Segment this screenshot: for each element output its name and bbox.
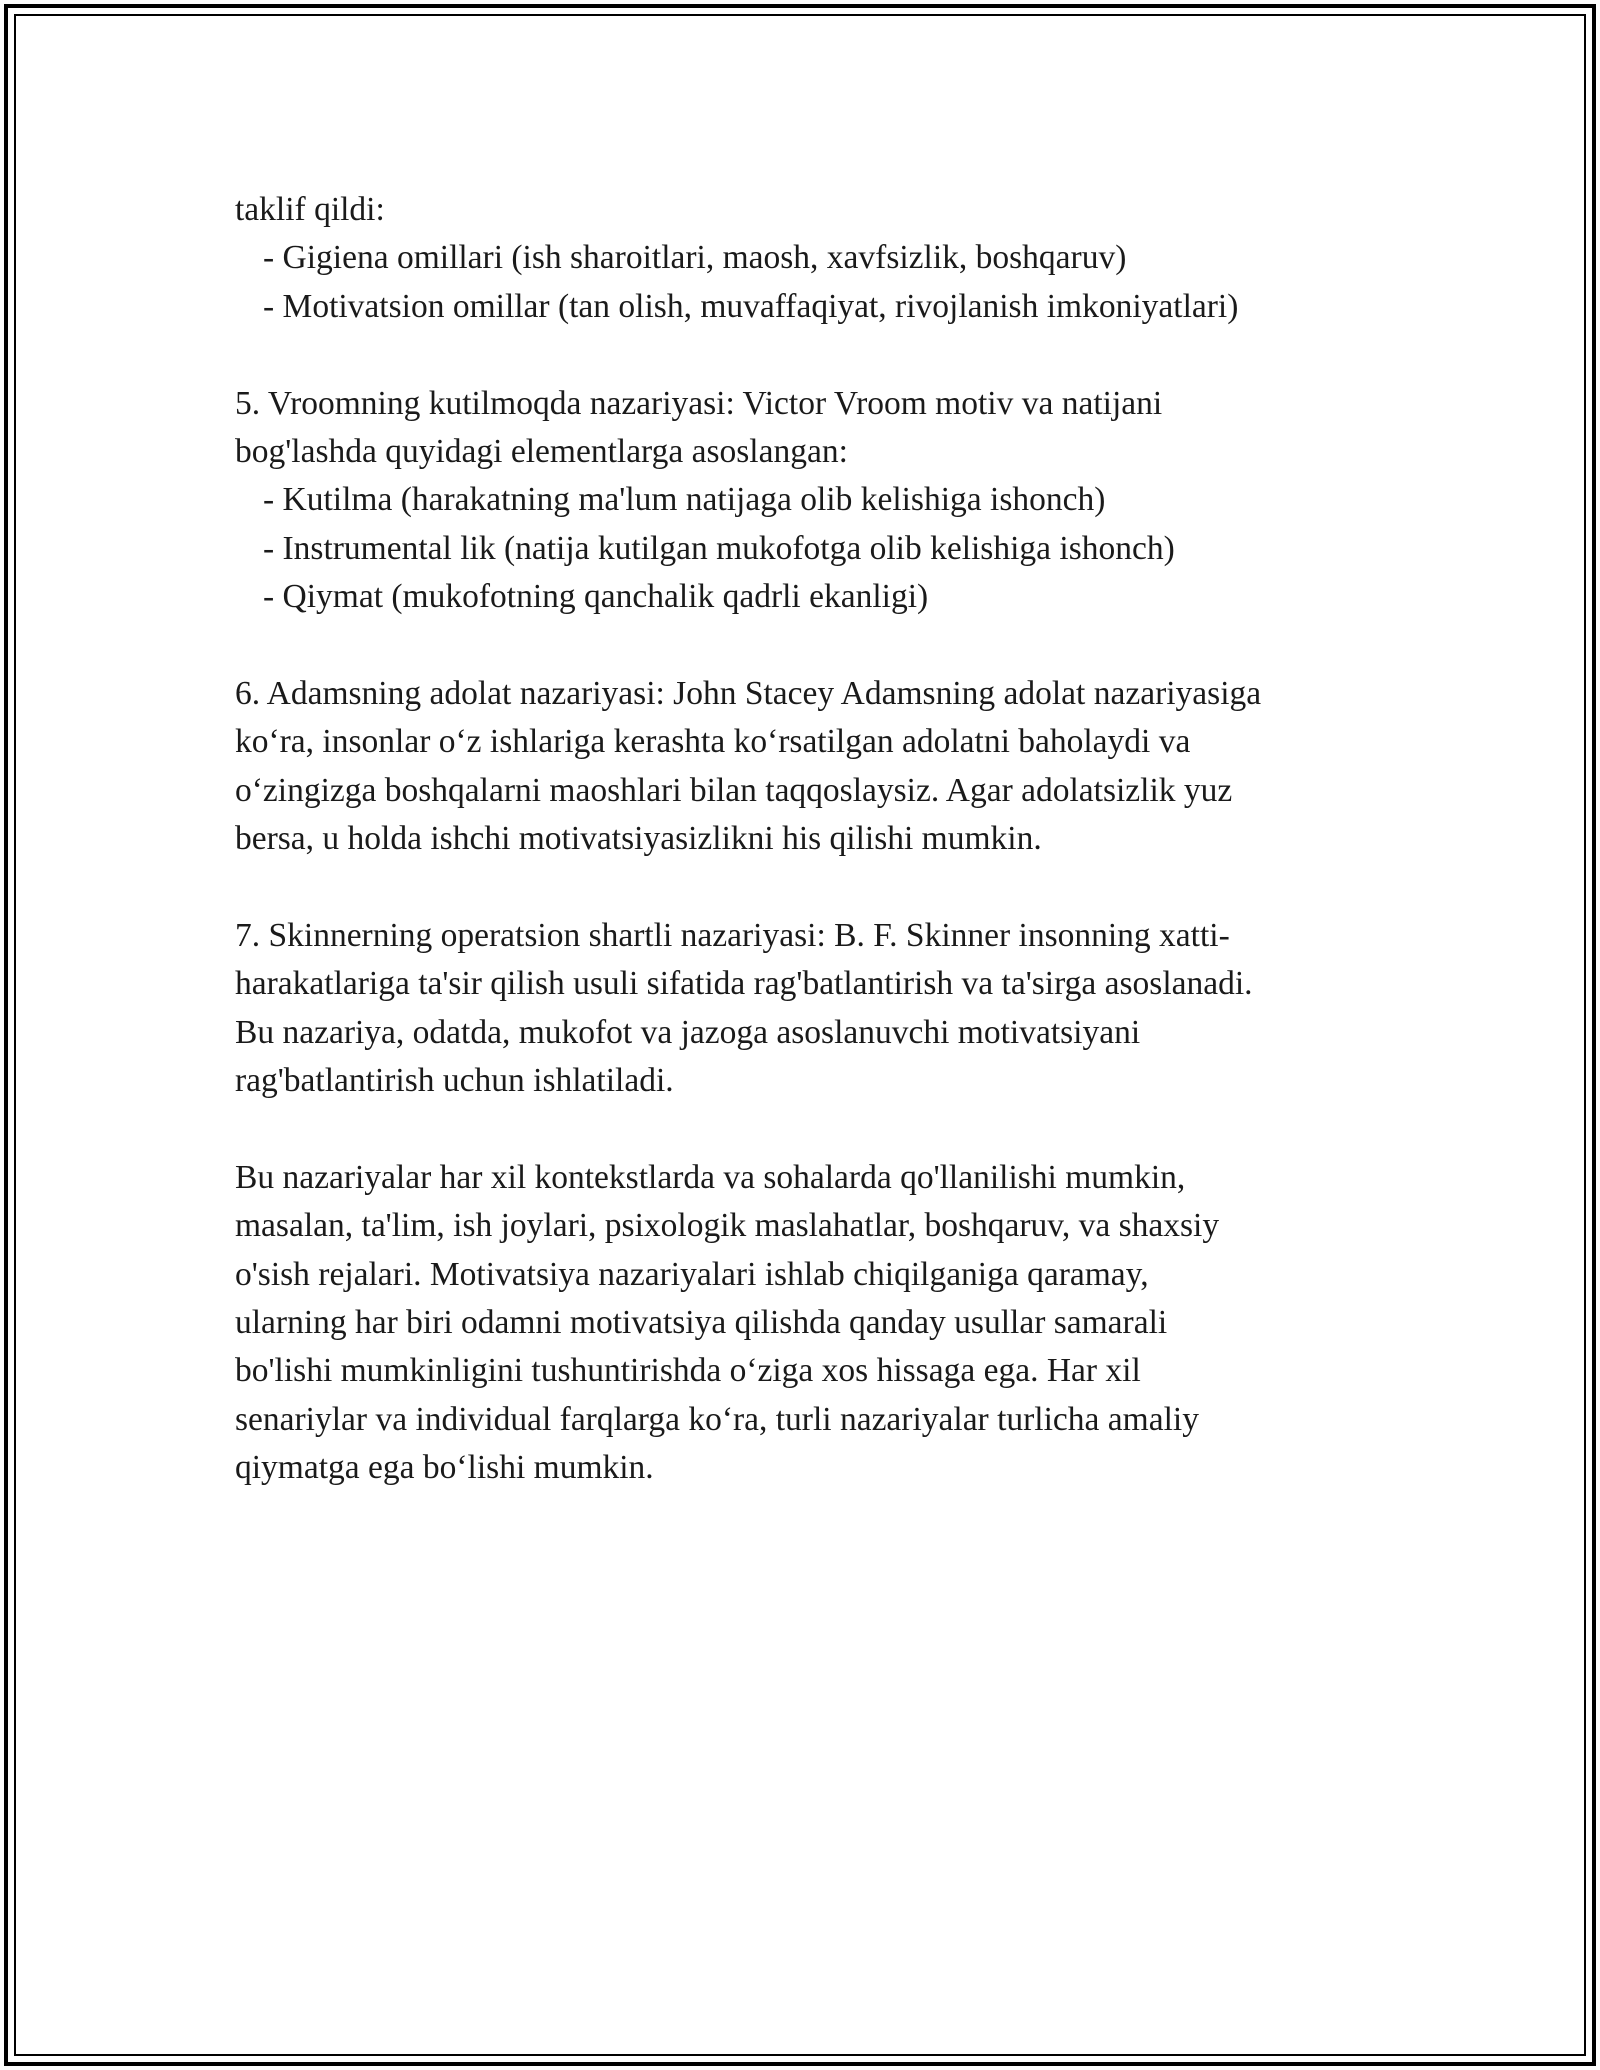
paragraph-line: rag'batlantirish uchun ishlatiladi. xyxy=(235,1062,674,1100)
section-adams xyxy=(235,670,1380,864)
list-item: - Instrumental lik (natija kutilgan mukofotga olib kelishiga ishonch) xyxy=(263,529,1175,567)
list-item: - Kutilma (harakatning ma'lum natijaga olib kelishiga ishonch) xyxy=(263,481,1106,519)
paragraph-gap xyxy=(235,863,1380,911)
list-item: - Qiymat (mukofotning qanchalik qadrli ekanligi) xyxy=(263,578,929,616)
paragraph-gap xyxy=(235,331,1380,379)
document-body xyxy=(235,186,1380,1493)
paragraph-gap xyxy=(235,622,1380,670)
paragraph-line: o'sish rejalari. Motivatsiya nazariyalari ishlab chiqilganiga qaramay, xyxy=(235,1255,1149,1293)
paragraph-line: senariylar va individual farqlarga ko‘ra, turli nazariyalar turlicha amaliy xyxy=(235,1400,1199,1438)
paragraph-line: bersa, u holda ishchi motivatsiyasizlikni his qilishi mumkin. xyxy=(235,820,1042,858)
paragraph-line: ularning har biri odamni motivatsiya qilishda qanday usullar samarali xyxy=(235,1303,1168,1341)
paragraph-line: qiymatga ega bo‘lishi mumkin. xyxy=(235,1449,654,1487)
section-vroom xyxy=(235,380,1380,622)
paragraph-line: masalan, ta'lim, ish joylari, psixologik maslahatlar, boshqaruv, va shaxsiy xyxy=(235,1207,1220,1245)
intro-line: taklif qildi: xyxy=(235,191,385,228)
paragraph-line: o‘zingizga boshqalarni maoshlari bilan taqqoslaysiz. Agar adolatsizlik yuz xyxy=(235,771,1233,809)
paragraph-line: ko‘ra, insonlar o‘z ishlariga kerashta ko‘rsatilgan adolatni baholaydi va xyxy=(235,723,1191,761)
section-skinner xyxy=(235,912,1380,1106)
section-conclusion xyxy=(235,1154,1380,1493)
paragraph-line: 6. Adamsning adolat nazariyasi: John Stacey Adamsning adolat nazariyasiga xyxy=(235,674,1262,712)
paragraph-gap xyxy=(235,1105,1380,1153)
herzberg-item: - Gigiena omillari (ish sharoitlari, maosh, xavfsizlik, boshqaruv) xyxy=(263,239,1127,277)
paragraph-line: bog'lashda quyidagi elementlarga asoslangan: xyxy=(235,432,848,470)
paragraph-line: Bu nazariyalar har xil kontekstlarda va sohalarda qo'llanilishi mumkin, xyxy=(235,1158,1186,1196)
paragraph-line: harakatlariga ta'sir qilish usuli sifatida rag'batlantirish va ta'sirga asoslanadi. xyxy=(235,965,1253,1003)
paragraph-line: 7. Skinnerning operatsion shartli nazariyasi: B. F. Skinner insonning xatti- xyxy=(235,916,1230,954)
paragraph-line: bo'lishi mumkinligini tushuntirishda o‘ziga xos hissaga ega. Har xil xyxy=(235,1352,1141,1390)
paragraph-line: Bu nazariya, odatda, mukofot va jazoga asoslanuvchi motivatsiyani xyxy=(235,1013,1141,1051)
paragraph-line: 5. Vroomning kutilmoqda nazariyasi: Victor Vroom motiv va natijani xyxy=(235,384,1163,422)
herzberg-item: - Motivatsion omillar (tan olish, muvaffaqiyat, rivojlanish imkoniyatlari) xyxy=(263,287,1239,325)
